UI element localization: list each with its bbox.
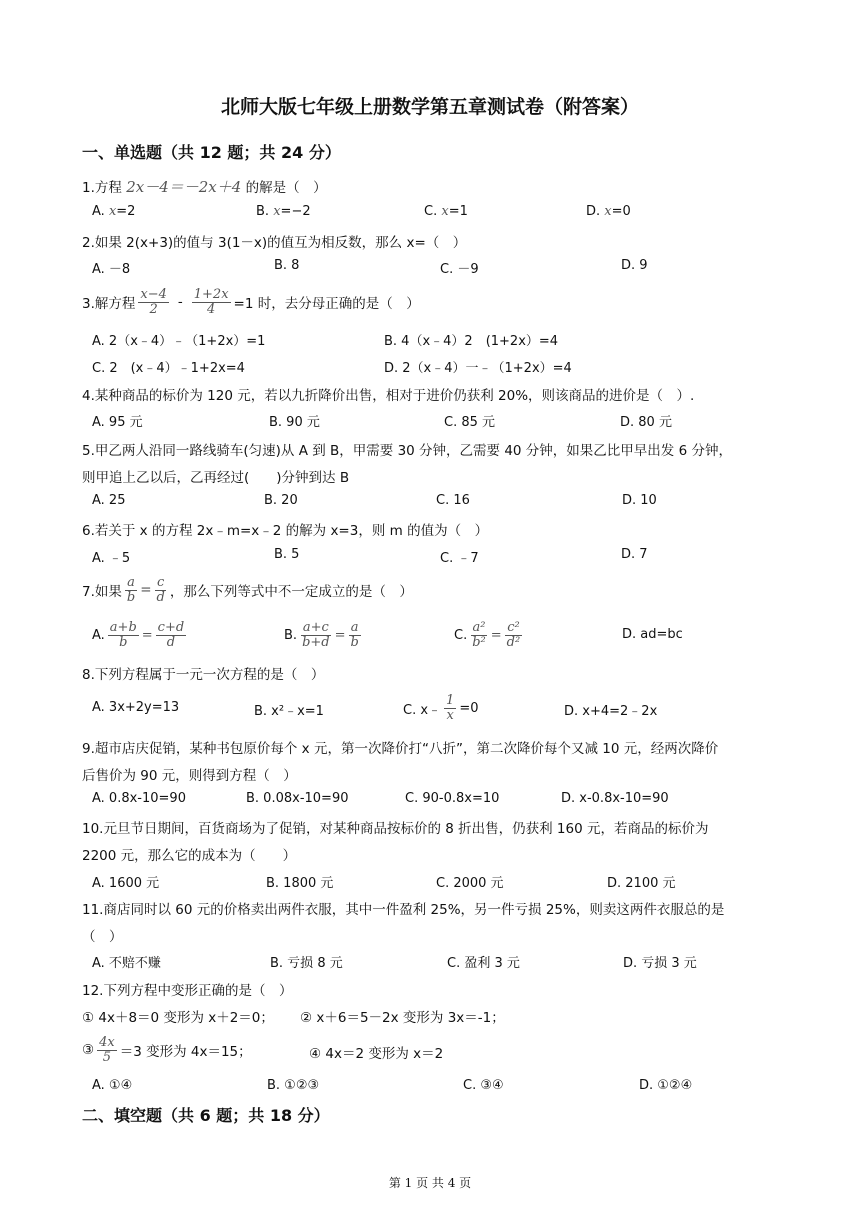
q7-option-b-fraction-2 <box>349 621 361 650</box>
question-5-line-2: 则甲追上乙以后，乙再经过( )分钟到达 B <box>82 470 350 486</box>
q7-option-b-denominator-1: b+d <box>302 634 330 650</box>
q1-option-b-label: B. <box>256 204 270 219</box>
q7-option-b-label: B. <box>284 627 298 643</box>
q10-option-d[interactable]: D. 2100 元 <box>607 876 676 891</box>
q8-option-a[interactable]: A. 3x+2y=13 <box>92 700 180 715</box>
q1-option-b-var: x <box>273 204 281 219</box>
q7-option-a-numerator-1: a+b <box>109 619 137 635</box>
q7-option-a-fraction-1 <box>108 621 139 650</box>
section-heading-1: 一、单选题（共 12 题；共 24 分） <box>82 143 341 162</box>
q1-option-d[interactable] <box>586 204 631 219</box>
question-10-line-2: 2200 元，那么它的成本为（ ） <box>82 848 297 864</box>
q7-option-a-label: A. <box>92 627 105 643</box>
question-12-statement-3-marker: ③ <box>82 1042 95 1058</box>
q7-option-c-numerator-2: c² <box>507 619 520 635</box>
question-12: 12.下列方程中变形正确的是（ ） <box>82 983 293 999</box>
q7-option-c-label: C. <box>454 627 468 643</box>
q3-option-a[interactable]: A. 2（x﹣4）﹣（1+2x）=1 <box>92 334 266 349</box>
q11-option-d[interactable]: D. 亏损 3 元 <box>623 956 697 971</box>
question-3-fraction-2 <box>192 288 231 317</box>
q1-option-a-value: =2 <box>116 204 136 219</box>
q5-option-d[interactable]: D. 10 <box>622 493 657 508</box>
q7-option-a-equals: = <box>141 627 153 643</box>
question-7 <box>82 571 413 609</box>
question-3-fraction-1-denominator: 2 <box>149 301 158 317</box>
q4-option-b[interactable]: B. 90 元 <box>269 415 320 430</box>
question-12-statement-3-denominator: 5 <box>102 1049 112 1065</box>
q8-option-c-denominator: x <box>446 707 454 723</box>
q9-option-d[interactable]: D. x-0.8x-10=90 <box>561 791 669 806</box>
section-heading-2: 二、填空题（共 6 题；共 18 分） <box>82 1106 330 1125</box>
q11-option-b[interactable]: B. 亏损 8 元 <box>270 956 343 971</box>
q7-option-c-numerator-1: a² <box>472 619 486 635</box>
q7-option-a-fraction-2 <box>156 621 187 650</box>
question-3-prefix: 3.解方程 <box>82 296 136 312</box>
q4-option-a[interactable]: A. 95 元 <box>92 415 143 430</box>
question-7-fraction-2-denominator: d <box>156 589 165 605</box>
q11-option-c[interactable]: C. 盈利 3 元 <box>447 956 520 971</box>
q9-option-a[interactable]: A. 0.8x-10=90 <box>92 791 186 806</box>
q7-option-b-equals: = <box>334 627 346 643</box>
q10-option-c[interactable]: C. 2000 元 <box>436 876 504 891</box>
q1-option-c[interactable] <box>424 204 468 219</box>
question-1 <box>82 176 327 197</box>
q1-option-b-value: =−2 <box>280 204 311 219</box>
q7-option-a[interactable] <box>92 617 189 653</box>
q5-option-a[interactable]: A. 25 <box>92 493 126 508</box>
q1-option-a[interactable] <box>92 204 135 219</box>
question-9-line-2: 后售价为 90 元，则得到方程（ ） <box>82 768 297 784</box>
q1-option-a-var: x <box>108 204 117 219</box>
q8-option-c-suffix: =0 <box>459 700 479 716</box>
q4-option-d[interactable]: D. 80 元 <box>620 415 672 430</box>
q10-option-b[interactable]: B. 1800 元 <box>266 876 334 891</box>
q12-option-a[interactable]: A. ①④ <box>92 1078 133 1093</box>
question-12-statement-3-numerator: 4x <box>99 1034 115 1050</box>
question-5-line-1: 5.甲乙两人沿同一路线骑车(匀速)从 A 到 B，甲需要 30 分钟，乙需要 40 分钟，如果乙比甲早出发 6 分钟， <box>82 443 732 459</box>
q6-option-a[interactable]: A. ﹣5 <box>92 551 131 566</box>
q7-option-d[interactable]: D. ad=bc <box>622 627 683 642</box>
q7-option-c-denominator-1: b² <box>472 634 486 650</box>
q5-option-b[interactable]: B. 20 <box>264 493 298 508</box>
question-7-fraction-1-denominator: b <box>126 589 136 605</box>
question-7-fraction-1 <box>125 576 137 605</box>
q7-option-a-denominator-1: b <box>119 634 128 650</box>
question-12-statement-2: ② x＋6＝5－2x 变形为 3x＝-1； <box>300 1010 505 1026</box>
q7-option-c-fraction-1 <box>470 621 488 650</box>
question-7-fraction-2 <box>155 576 167 605</box>
q1-option-d-var: x <box>604 204 612 219</box>
question-11-line-1: 11.商店同时以 60 元的价格卖出两件衣服，其中一件盈利 25%，另一件亏损 25%，则卖这两件衣服总的是 <box>82 902 725 918</box>
question-12-statement-1: ① 4x＋8＝0 变形为 x＋2＝0； <box>82 1010 274 1026</box>
q4-option-c[interactable]: C. 85 元 <box>444 415 496 430</box>
q2-option-d[interactable]: D. 9 <box>621 258 648 273</box>
question-11-line-2: （ ） <box>82 929 123 945</box>
q3-option-d[interactable]: D. 2（x﹣4）一﹣（1+2x）=4 <box>384 361 572 376</box>
q2-option-c[interactable]: C. －9 <box>440 262 479 277</box>
question-12-statement-3-text: ＝3 变形为 4x＝15； <box>119 1044 252 1060</box>
q6-option-d[interactable]: D. 7 <box>621 547 648 562</box>
q7-option-a-numerator-2: c+d <box>157 619 185 635</box>
q12-option-b[interactable]: B. ①②③ <box>267 1078 320 1093</box>
question-7-fraction-2-numerator: c <box>157 574 165 590</box>
q8-option-b[interactable]: B. x²﹣x=1 <box>254 704 324 719</box>
question-10-line-1: 10.元旦节日期间，百货商场为了促销，对某种商品按标价的 8 折出售，仍获利 160 元，若商品的标价为 <box>82 821 709 837</box>
question-12-statement-3-fraction <box>97 1036 117 1065</box>
q12-option-c[interactable]: C. ③④ <box>463 1078 504 1093</box>
q7-option-a-denominator-2: d <box>166 634 176 650</box>
q5-option-c[interactable]: C. 16 <box>436 493 470 508</box>
q12-option-d[interactable]: D. ①②④ <box>639 1078 693 1093</box>
q7-option-b-fraction-1 <box>300 621 332 650</box>
question-1-equation: 2x－4＝－2x＋4 <box>126 178 242 196</box>
q8-option-d[interactable]: D. x+4=2﹣2x <box>564 704 658 719</box>
question-12-statement-4: ④ 4x＝2 变形为 x＝2 <box>309 1046 444 1062</box>
q9-option-c[interactable]: C. 90-0.8x=10 <box>405 791 500 806</box>
q7-option-c-denominator-2: d² <box>506 634 521 650</box>
q1-option-a-label: A. <box>92 204 105 219</box>
q1-option-d-label: D. <box>586 204 601 219</box>
question-3-minus: - <box>177 294 183 310</box>
q7-option-b[interactable] <box>284 617 364 653</box>
q1-option-c-var: x <box>441 204 449 219</box>
q1-option-b[interactable] <box>256 204 311 219</box>
q7-option-b-numerator-2: a <box>350 619 359 635</box>
question-3-suffix: =1 时，去分母正确的是（ ） <box>233 296 420 312</box>
question-9-line-1: 9.超市店庆促销，某种书包原价每个 x 元，第一次降价打“八折”，第二次降价每个又减 10 元，经两次降价 <box>82 741 719 757</box>
q6-option-c[interactable]: C. ﹣7 <box>440 551 479 566</box>
question-7-fraction-1-numerator: a <box>127 574 135 590</box>
q7-option-b-denominator-2: b <box>350 634 359 650</box>
question-4: 4.某种商品的标价为 120 元，若以九折降价出售，相对于进价仍获利 20%，则该商品的进价是（ ）. <box>82 388 695 404</box>
question-3-fraction-1-numerator: x−4 <box>140 286 167 302</box>
q2-option-a[interactable]: A. －8 <box>92 262 131 277</box>
question-3 <box>82 283 420 321</box>
q7-option-c[interactable] <box>454 617 525 653</box>
question-12-statement-3 <box>82 1032 252 1068</box>
question-7-suffix: ，那么下列等式中不一定成立的是（ ） <box>169 584 413 600</box>
q1-option-c-value: =1 <box>448 204 468 219</box>
q6-option-b[interactable]: B. 5 <box>274 547 300 562</box>
q7-option-b-numerator-1: a+c <box>302 619 329 635</box>
question-6: 6.若关于 x 的方程 2x﹣m=x﹣2 的解为 x=3，则 m 的值为（ ） <box>82 523 489 539</box>
q8-option-c-prefix: C. x﹣ <box>403 702 442 718</box>
question-1-suffix: 的解是（ ） <box>245 180 327 196</box>
q1-option-d-value: =0 <box>611 204 631 219</box>
q8-option-c-numerator: 1 <box>446 692 455 708</box>
q9-option-b[interactable]: B. 0.08x-10=90 <box>246 791 349 806</box>
page-title: 北师大版七年级上册数学第五章测试卷（附答案） <box>220 96 639 118</box>
question-2: 2.如果 2(x+3)的值与 3(1－x)的值互为相反数，那么 x=（ ） <box>82 235 467 251</box>
question-1-prefix: 1.方程 <box>82 180 122 196</box>
q8-option-c-fraction <box>444 694 456 723</box>
q7-option-c-fraction-2 <box>505 621 523 650</box>
question-3-fraction-2-numerator: 1+2x <box>193 286 229 302</box>
page-footer: 第 1 页 共 4 页 <box>388 1176 472 1190</box>
question-8: 8.下列方程属于一元一次方程的是（ ） <box>82 667 325 683</box>
q2-option-b[interactable]: B. 8 <box>274 258 300 273</box>
q10-option-a[interactable]: A. 1600 元 <box>92 876 160 891</box>
q1-option-c-label: C. <box>424 204 438 219</box>
q3-option-b[interactable]: B. 4（x﹣4）2 (1+2x）=4 <box>384 334 559 349</box>
q8-option-c[interactable] <box>403 690 479 726</box>
question-7-equals: = <box>140 582 152 598</box>
question-3-fraction-2-denominator: 4 <box>207 301 216 317</box>
question-7-prefix: 7.如果 <box>82 584 122 600</box>
question-3-fraction-1 <box>138 288 169 317</box>
q3-option-c[interactable]: C. 2 (x﹣4）﹣1+2x=4 <box>92 361 245 376</box>
q7-option-c-equals: = <box>490 627 502 643</box>
q11-option-a[interactable]: A. 不赔不赚 <box>92 956 161 971</box>
